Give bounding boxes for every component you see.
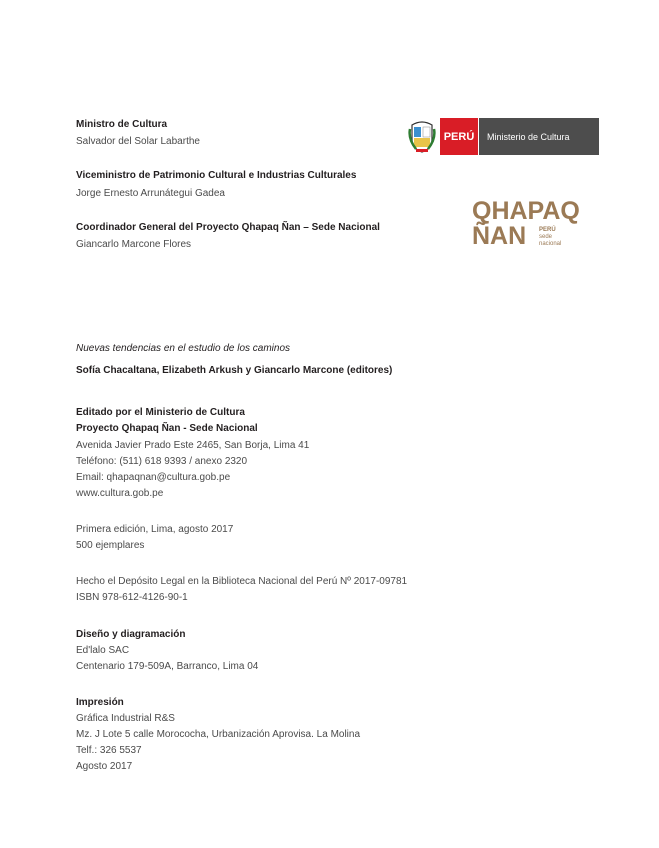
printing-date: Agosto 2017 bbox=[76, 761, 133, 772]
design-company: Ed'lalo SAC bbox=[76, 645, 130, 656]
qhapaq-nan-logo bbox=[472, 198, 602, 252]
edition-line2: 500 ejemplares bbox=[76, 540, 145, 551]
qn-logo-line1: QHAPAQ bbox=[472, 197, 580, 225]
coordinator-title: Coordinador General del Proyecto Qhapaq Ñan – Sede Nacional bbox=[76, 222, 380, 233]
printing-company: Gráfica Industrial R&S bbox=[76, 713, 175, 724]
peru-crest-icon bbox=[408, 119, 436, 153]
publisher-web: www.cultura.gob.pe bbox=[76, 488, 164, 499]
qn-logo-small1: PERÚ bbox=[539, 227, 556, 233]
printing-address: Mz. J Lote 5 calle Morococha, Urbanización Aprovisa. La Molina bbox=[76, 729, 361, 740]
book-editors: Sofía Chacaltana, Elizabeth Arkush y Giancarlo Marcone (editores) bbox=[76, 365, 393, 376]
printing-heading: Impresión bbox=[76, 697, 124, 708]
ministerio-de-cultura-logo bbox=[408, 118, 599, 155]
minister-title: Ministro de Cultura bbox=[76, 119, 168, 130]
ministry-label: Ministerio de Cultura bbox=[479, 118, 599, 155]
vice-minister-name: Jorge Ernesto Arrunátegui Gadea bbox=[76, 188, 225, 199]
publisher-address: Avenida Javier Prado Este 2465, San Borja, Lima 41 bbox=[76, 440, 310, 451]
isbn: ISBN 978-612-4126-90-1 bbox=[76, 592, 188, 603]
publisher-phone: Teléfono: (511) 618 9393 / anexo 2320 bbox=[76, 456, 248, 467]
coordinator-name: Giancarlo Marcone Flores bbox=[76, 239, 192, 250]
vice-minister-title: Viceministro de Patrimonio Cultural e Industrias Culturales bbox=[76, 170, 357, 181]
minister-name: Salvador del Solar Labarthe bbox=[76, 136, 200, 147]
qn-logo-line2: ÑAN bbox=[472, 222, 527, 250]
peru-label: PERÚ bbox=[440, 118, 478, 155]
qn-logo-subtitle bbox=[539, 227, 561, 248]
publisher-line2: Proyecto Qhapaq Ñan - Sede Nacional bbox=[76, 423, 258, 434]
design-address: Centenario 179-509A, Barranco, Lima 04 bbox=[76, 661, 259, 672]
book-title: Nuevas tendencias en el estudio de los caminos bbox=[76, 343, 291, 354]
design-heading: Diseño y diagramación bbox=[76, 629, 186, 640]
qn-logo-small3: nacional bbox=[539, 241, 562, 247]
publisher-email: Email: qhapaqnan@cultura.gob.pe bbox=[76, 472, 231, 483]
printing-phone: Telf.: 326 5537 bbox=[76, 745, 142, 756]
edition-line1: Primera edición, Lima, agosto 2017 bbox=[76, 524, 234, 535]
publisher-line1: Editado por el Ministerio de Cultura bbox=[76, 407, 245, 418]
legal-deposit: Hecho el Depósito Legal en la Biblioteca Nacional del Perú Nº 2017-09781 bbox=[76, 576, 408, 587]
qn-logo-small2: sede bbox=[539, 234, 553, 240]
